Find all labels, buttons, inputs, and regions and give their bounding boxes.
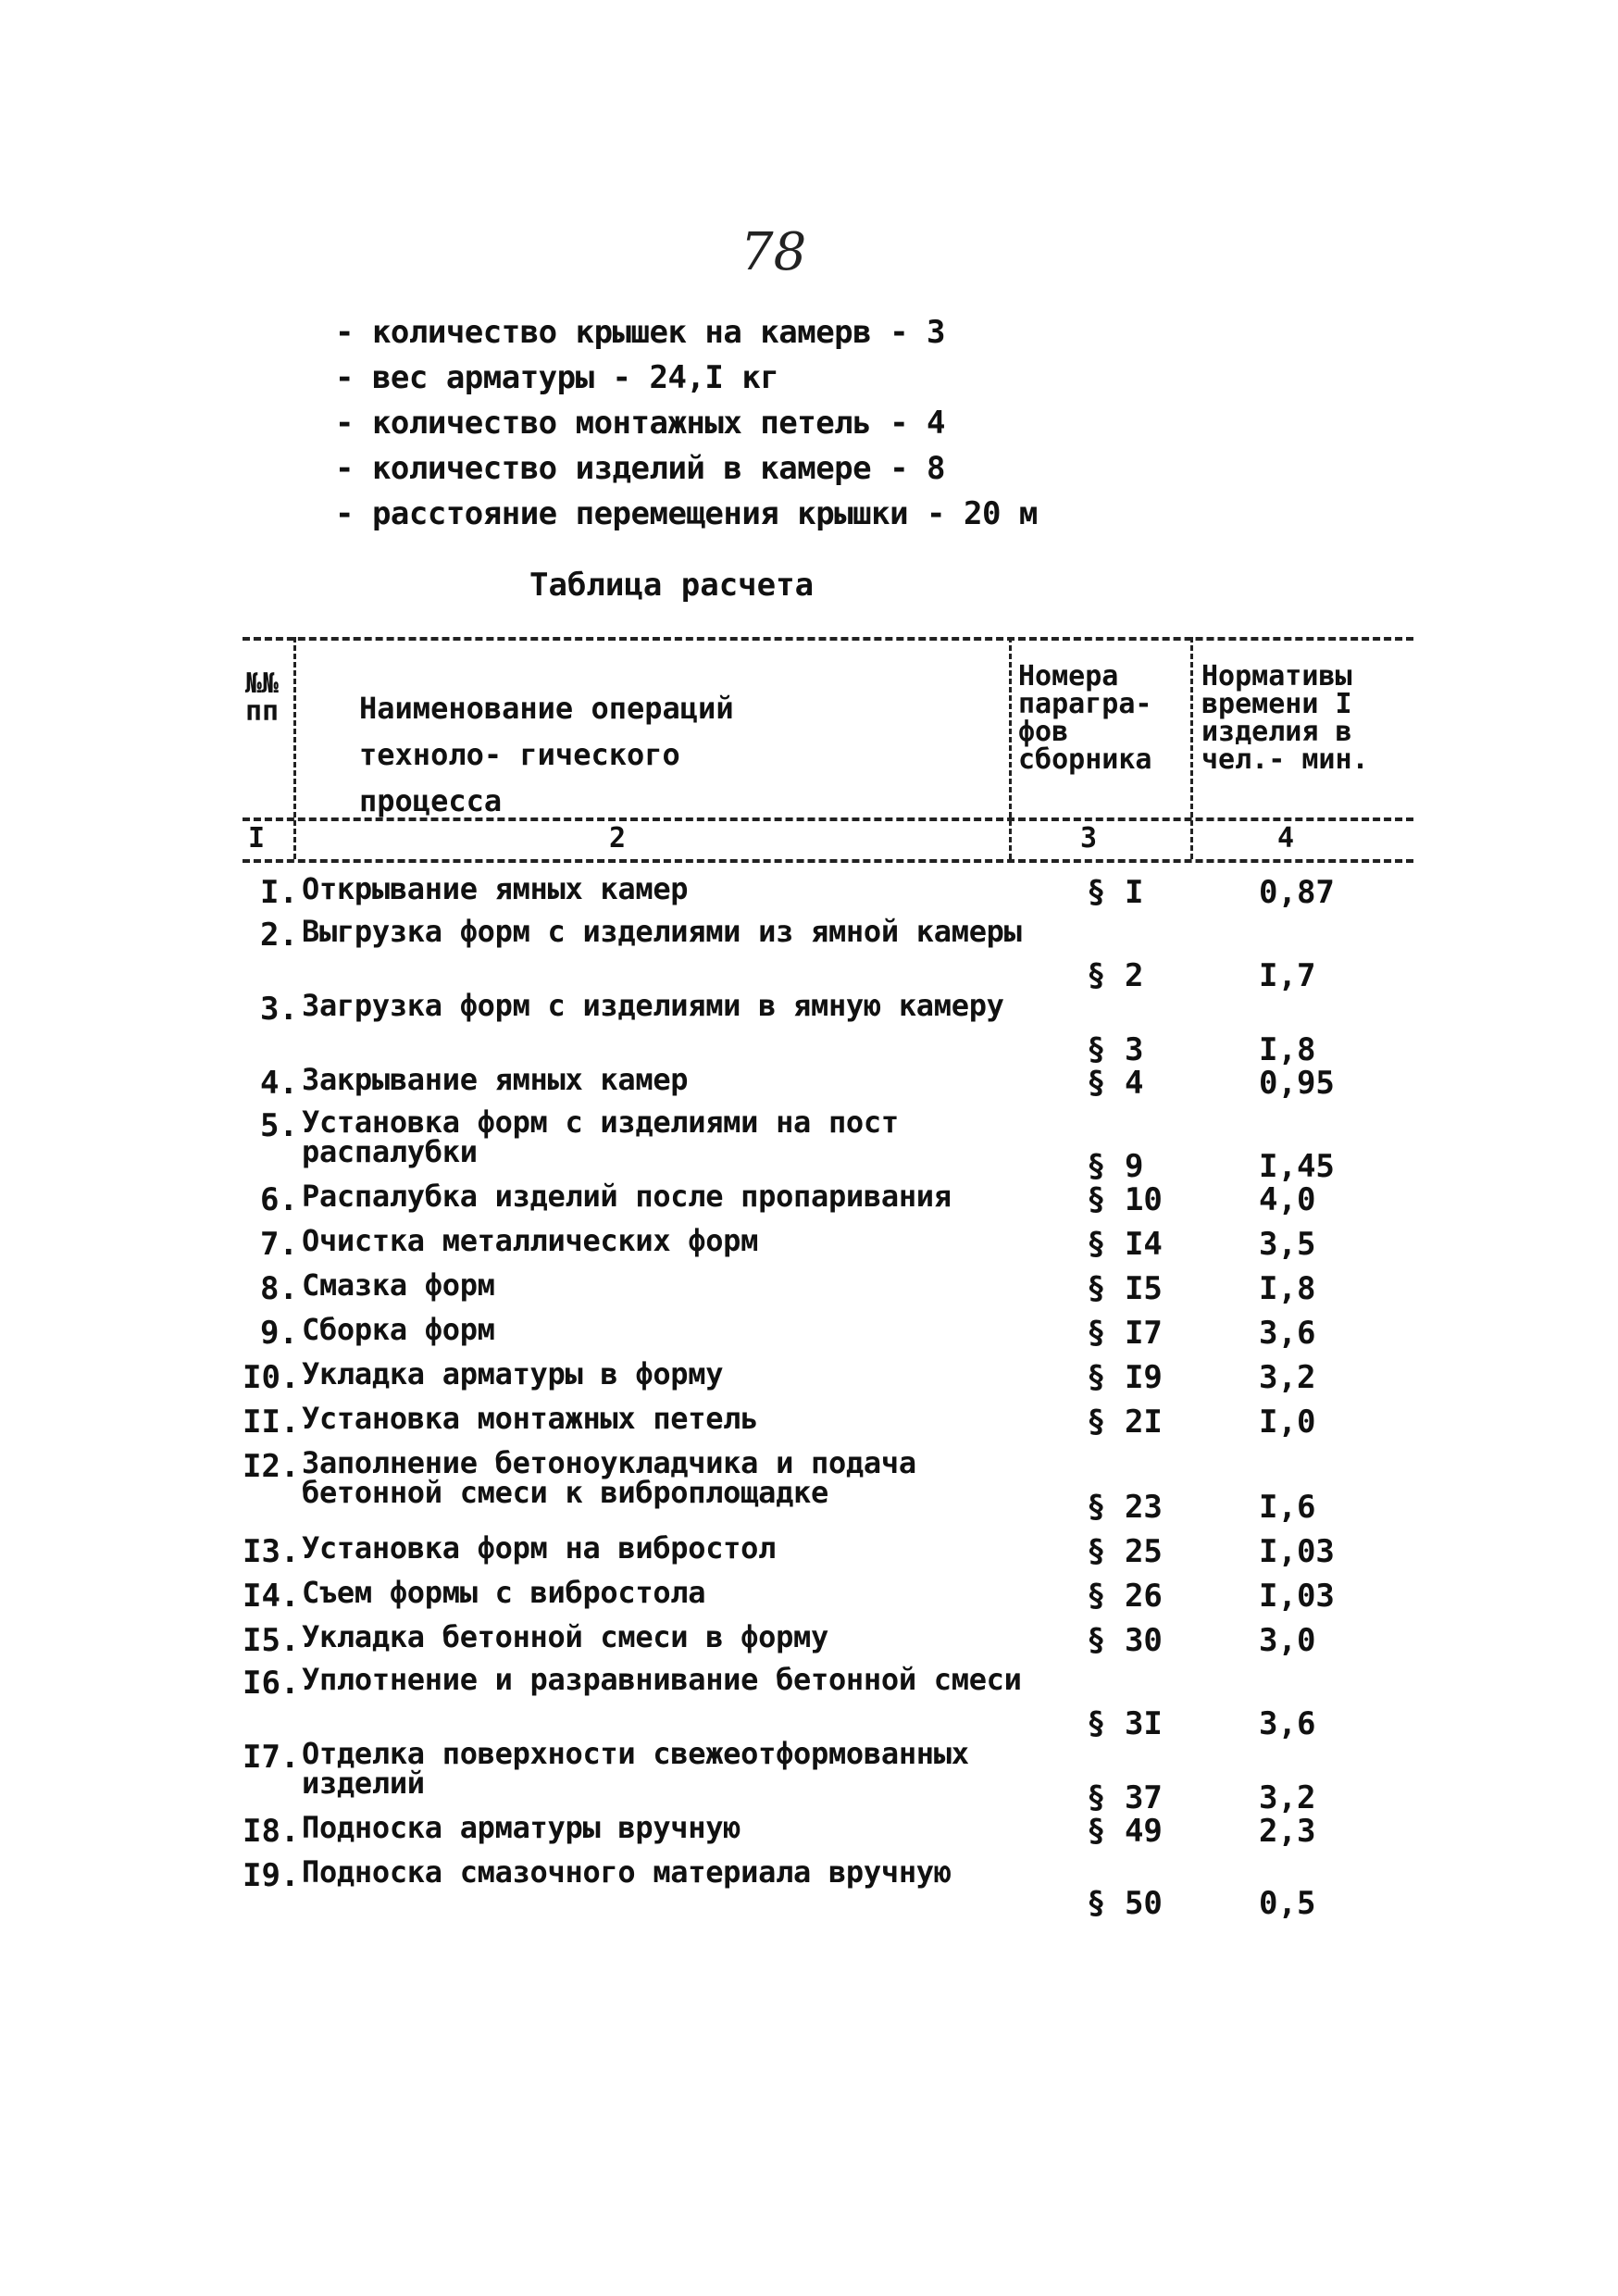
operation-name: Установка монтажных петель xyxy=(302,1401,759,1436)
operation-name: Заполнение бетоноукладчика и подача бетонной смеси к виброплощадке xyxy=(302,1445,916,1510)
operation-name: Съем формы с вибростола xyxy=(302,1575,706,1610)
row-number: II. xyxy=(243,1404,300,1441)
column-number: 3 xyxy=(1080,822,1098,855)
paragraph-number: § 25 xyxy=(1087,1533,1163,1570)
operation-name: Сборка форм xyxy=(302,1312,495,1347)
time-norm: I,45 xyxy=(1259,1148,1335,1185)
paragraph-number: § 50 xyxy=(1087,1885,1163,1922)
time-norm: I,03 xyxy=(1259,1533,1335,1570)
time-norm: I,7 xyxy=(1259,957,1316,994)
header-operation-name: Наименование операций техноло- гического процесса xyxy=(359,691,734,818)
time-norm: 3,2 xyxy=(1259,1779,1316,1816)
row-number: I9. xyxy=(243,1857,300,1894)
parameter-line: - вес арматуры - 24,I кг xyxy=(335,359,779,396)
time-norm: 4,0 xyxy=(1259,1181,1316,1218)
time-norm: 3,6 xyxy=(1259,1315,1316,1352)
row-number: I5. xyxy=(243,1622,300,1659)
time-norm: 0,95 xyxy=(1259,1065,1335,1102)
row-number: I2. xyxy=(243,1448,300,1485)
paragraph-number: § I5 xyxy=(1087,1270,1163,1307)
time-norm: 0,5 xyxy=(1259,1885,1316,1922)
paragraph-number: § 3I xyxy=(1087,1705,1163,1742)
calculation-table xyxy=(243,637,1413,1924)
operation-name: Уплотнение и разравнивание бетонной смеси xyxy=(302,1662,1022,1697)
paragraph-number: § 2I xyxy=(1087,1404,1163,1441)
paragraph-number: § 23 xyxy=(1087,1489,1163,1526)
paragraph-number: § 4 xyxy=(1087,1065,1144,1102)
column-divider xyxy=(293,637,296,859)
row-number: I6. xyxy=(243,1665,300,1702)
column-number-rule xyxy=(243,859,1413,863)
operation-name: Установка форм на вибростол xyxy=(302,1530,777,1566)
operation-name: Отделка поверхности свежеотформованных изделий xyxy=(302,1736,969,1801)
operation-name: Установка форм с изделиями на пост распалубки xyxy=(302,1104,899,1169)
time-norm: I,8 xyxy=(1259,1270,1316,1307)
time-norm: 3,0 xyxy=(1259,1622,1316,1659)
table-caption: Таблица расчета xyxy=(529,567,815,604)
paragraph-number: § 10 xyxy=(1087,1181,1163,1218)
column-number: 2 xyxy=(609,822,627,855)
operation-name: Закрывание ямных камер xyxy=(302,1062,689,1097)
paragraph-number: § I4 xyxy=(1087,1226,1163,1263)
operation-name: Подноска арматуры вручную xyxy=(302,1810,741,1845)
paragraph-number: § 2 xyxy=(1087,957,1144,994)
operation-name: Укладка бетонной смеси в форму xyxy=(302,1619,828,1654)
operation-name: Подноска смазочного материала вручную xyxy=(302,1854,952,1890)
operation-name: Загрузка форм с изделиями в ямную камеру xyxy=(302,988,1004,1023)
page-number: 78 xyxy=(741,222,807,282)
paragraph-number: § I xyxy=(1087,874,1144,911)
row-number: I0. xyxy=(243,1359,300,1396)
parameter-list xyxy=(335,310,1038,537)
table-top-rule xyxy=(243,637,1413,641)
row-number: 8. xyxy=(260,1270,298,1307)
row-number: I4. xyxy=(243,1578,300,1615)
row-number: 6. xyxy=(260,1181,298,1218)
operation-name: Смазка форм xyxy=(302,1267,495,1303)
parameter-line: - расстояние перемещения крышки - 20 м xyxy=(335,495,1038,532)
time-norm: I,8 xyxy=(1259,1031,1316,1068)
time-norm: I,0 xyxy=(1259,1404,1316,1441)
paragraph-number: § I7 xyxy=(1087,1315,1163,1352)
column-number: 4 xyxy=(1277,822,1295,855)
paragraph-number: § 49 xyxy=(1087,1813,1163,1850)
row-number: 3. xyxy=(260,991,298,1028)
header-number: №№ пп xyxy=(245,668,280,728)
time-norm: 2,3 xyxy=(1259,1813,1316,1850)
row-number: I8. xyxy=(243,1813,300,1850)
header-paragraph-numbers: Номера парагра- фов сборника xyxy=(1018,660,1152,776)
time-norm: 3,6 xyxy=(1259,1705,1316,1742)
operation-name: Открывание ямных камер xyxy=(302,871,689,906)
row-number: 9. xyxy=(260,1315,298,1352)
parameter-line: - количество крышек на камерв - 3 xyxy=(335,314,946,351)
row-number: I7. xyxy=(243,1739,300,1776)
paragraph-number: § I9 xyxy=(1087,1359,1163,1396)
row-number: I3. xyxy=(243,1533,300,1570)
time-norm: 0,87 xyxy=(1259,874,1335,911)
header-time-norms: Нормативы времени I изделия в чел.- мин. xyxy=(1201,660,1369,776)
time-norm: 3,5 xyxy=(1259,1226,1316,1263)
paragraph-number: § 3 xyxy=(1087,1031,1144,1068)
parameter-line: - количество монтажных петель - 4 xyxy=(335,405,946,442)
time-norm: I,03 xyxy=(1259,1578,1335,1615)
column-number: I xyxy=(248,822,266,855)
operation-name: Распалубка изделий после пропаривания xyxy=(302,1179,952,1214)
parameter-line: - количество изделий в камере - 8 xyxy=(335,450,946,487)
paragraph-number: § 9 xyxy=(1087,1148,1144,1185)
operation-name: Укладка арматуры в форму xyxy=(302,1356,724,1391)
time-norm: I,6 xyxy=(1259,1489,1316,1526)
paragraph-number: § 37 xyxy=(1087,1779,1163,1816)
paragraph-number: § 30 xyxy=(1087,1622,1163,1659)
row-number: 4. xyxy=(260,1065,298,1102)
paragraph-number: § 26 xyxy=(1087,1578,1163,1615)
operation-name: Выгрузка форм с изделиями из ямной камеры xyxy=(302,914,1022,949)
row-number: 5. xyxy=(260,1107,298,1144)
row-number: 7. xyxy=(260,1226,298,1263)
row-number: 2. xyxy=(260,917,298,954)
operation-name: Очистка металлических форм xyxy=(302,1223,759,1258)
column-divider xyxy=(1190,637,1193,859)
time-norm: 3,2 xyxy=(1259,1359,1316,1396)
row-number: I. xyxy=(260,874,298,911)
column-divider xyxy=(1009,637,1012,859)
